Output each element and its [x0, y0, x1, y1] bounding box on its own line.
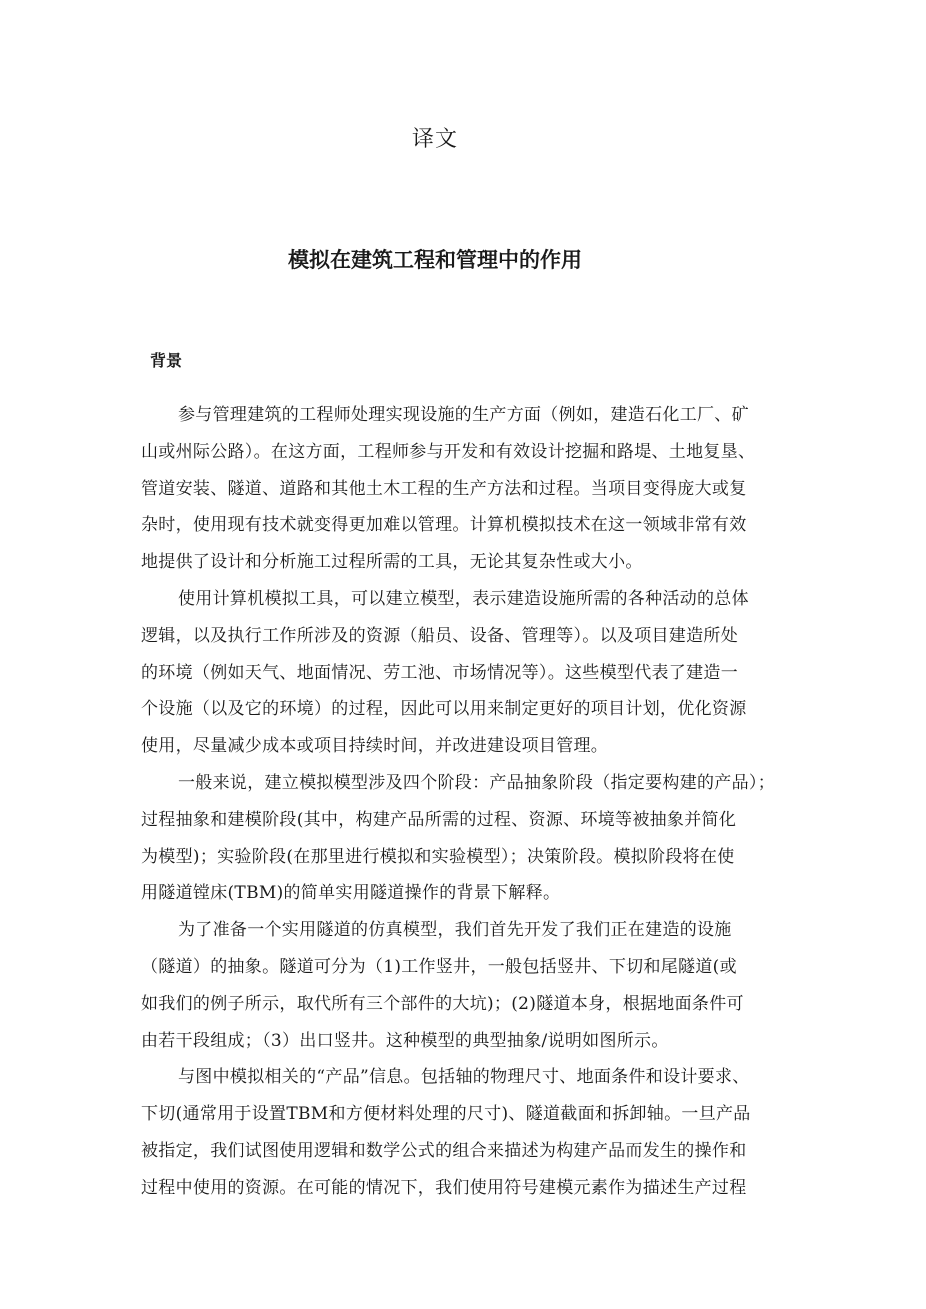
paragraph-line: 杂时，使用现有技术就变得更加难以管理。计算机模拟技术在这一领域非常有效 — [141, 515, 747, 536]
paragraph-line: 逻辑，以及执行工作所涉及的资源（船员、设备、管理等）。以及项目建造所处 — [141, 625, 738, 646]
paragraph-line: 过程中使用的资源。在可能的情况下，我们使用符号建模元素作为描述生产过程 — [141, 1177, 747, 1198]
paragraph-line: 地提供了设计和分析施工过程所需的工具，无论其复杂性或大小。 — [141, 552, 643, 573]
paragraph — [141, 397, 787, 581]
paragraph-line: 使用，尽量减少成本或项目持续时间，并改进建设项目管理。 — [141, 736, 609, 757]
paragraph-line: 管道安装、隧道、道路和其他土木工程的生产方法和过程。当项目变得庞大或复 — [141, 478, 747, 499]
doc-label: 译文 — [411, 127, 458, 152]
paragraph-line: 过程抽象和建模阶段(其中，构建产品所需的过程、资源、环境等被抽象并简化 — [141, 809, 737, 830]
paragraph — [141, 912, 787, 1059]
paragraph-line: 参与管理建筑的工程师处理实现设施的生产方面（例如，建造石化工厂、矿 — [178, 405, 749, 425]
paragraph — [141, 765, 787, 912]
paragraph-line: 的环境（例如天气、地面情况、劳工池、市场情况等）。这些模型代表了建造一 — [141, 662, 738, 683]
page-title: 模拟在建筑工程和管理中的作用 — [288, 248, 582, 272]
paragraph-line: 下切(通常用于设置TBM和方便材料处理的尺寸)、隧道截面和拆卸轴。一旦产品 — [141, 1104, 751, 1125]
paragraph-line: （隧道）的抽象。隧道可分为（1)工作竖井，一般包括竖井、下切和尾隧道(或 — [141, 956, 737, 977]
paragraph — [141, 1059, 787, 1206]
paragraph-line: 一般来说，建立模拟模型涉及四个阶段：产品抽象阶段（指定要构建的产品）； — [178, 772, 775, 793]
paragraph — [141, 581, 787, 765]
paragraph-line: 山或州际公路）。在这方面，工程师参与开发和有效设计挖掘和路堤、土地复垦、 — [141, 441, 756, 462]
paragraph-line: 由若干段组成；（3）出口竖井。这种模型的典型抽象/说明如图所示。 — [141, 1030, 669, 1051]
paragraph-line: 如我们的例子所示，取代所有三个部件的大坑)；(2)隧道本身，根据地面条件可 — [141, 993, 744, 1014]
paragraph-line: 被指定，我们试图使用逻辑和数学公式的组合来描述为构建产品而发生的操作和 — [141, 1140, 747, 1161]
body-text — [141, 397, 787, 1207]
paragraph-line: 为模型)；实验阶段(在那里进行模拟和实验模型）；决策阶段。模拟阶段将在使 — [141, 846, 735, 867]
section-heading: 背景 — [150, 351, 183, 370]
paragraph-line: 与图中模拟相关的“产品”信息。包括轴的物理尺寸、地面条件和设计要求、 — [178, 1067, 750, 1088]
paragraph-line: 用隧道镗床(TBM)的简单实用隧道操作的背景下解释。 — [141, 883, 561, 904]
paragraph-line: 个设施（以及它的环境）的过程，因此可以用来制定更好的项目计划，优化资源 — [141, 699, 747, 720]
paragraph-line: 使用计算机模拟工具，可以建立模型，表示建造设施所需的各种活动的总体 — [178, 588, 749, 609]
paragraph-line: 为了准备一个实用隧道的仿真模型，我们首先开发了我们正在建造的设施 — [178, 920, 732, 941]
